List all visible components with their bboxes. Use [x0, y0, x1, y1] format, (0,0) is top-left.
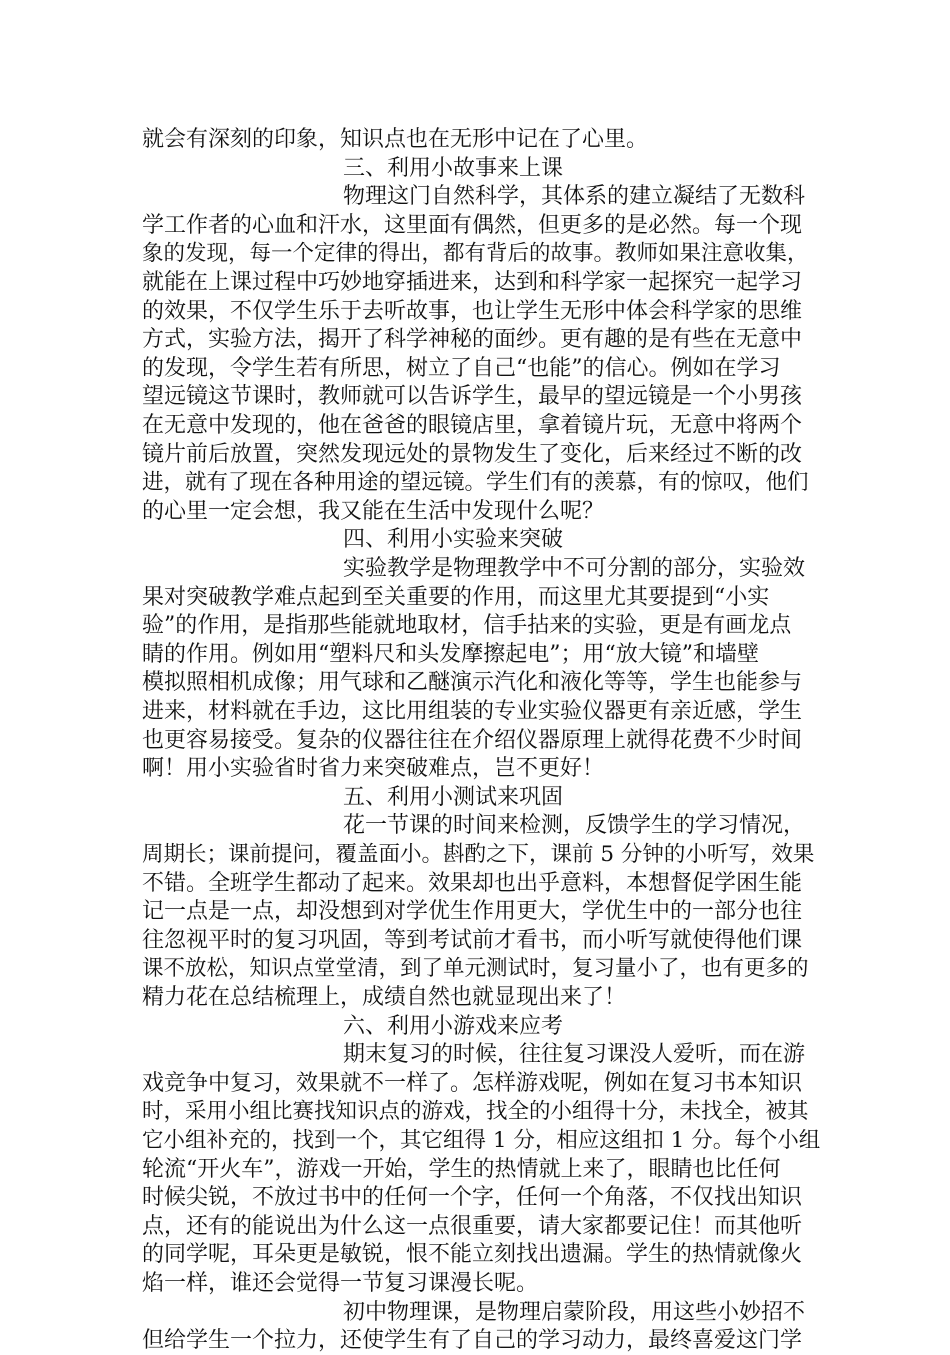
- text-line: 睛的作用。例如用“塑料尺和头发摩擦起电”；用“放大镜”和墙壁: [142, 642, 759, 667]
- text-line: 的效果，不仅学生乐于去听故事，也让学生无形中体会科学家的思维: [142, 299, 803, 324]
- text-line: 在无意中发现的，他在爸爸的眼镜店里，拿着镜片玩，无意中将两个: [142, 413, 803, 438]
- text-line: 周期长；课前提问，覆盖面小。斟酌之下，课前 5 分钟的小听写，效果: [142, 842, 815, 867]
- text-line: 实验教学是物理教学中不可分割的部分，实验效: [343, 556, 806, 581]
- text-line: 不错。全班学生都动了起来。效果却也出乎意料，本想督促学困生能: [142, 871, 803, 896]
- text-line: 望远镜这节课时，教师就可以告诉学生，最早的望远镜是一个小男孩: [142, 384, 803, 409]
- text-line: 学工作者的心血和汗水，这里面有偶然，但更多的是必然。每一个现: [142, 213, 803, 238]
- text-line: 的心里一定会想，我又能在生活中发现什么呢？: [142, 499, 605, 524]
- text-line: 进，就有了现在各种用途的望远镜。学生们有的羡慕，有的惊叹，他们: [142, 470, 809, 495]
- text-line: 进来，材料就在手边，这比用组装的专业实验仪器更有亲近感，学生: [142, 699, 803, 724]
- text-line: 记一点是一点，却没想到对学优生作用更大，学优生中的一部分也往: [142, 899, 803, 924]
- text-line: 物理这门自然科学，其体系的建立凝结了无数科: [343, 184, 806, 209]
- text-line: 花一节课的时间来检测，反馈学生的学习情况，: [343, 813, 806, 838]
- text-line: 课不放松，知识点堂堂清，到了单元测试时，复习量小了，也有更多的: [142, 956, 809, 981]
- text-line: 象的发现，每一个定律的得出，都有背后的故事。教师如果注意收集，: [142, 241, 809, 266]
- text-line: 往忽视平时的复习巩固，等到考试前才看书，而小听写就使得他们课: [142, 928, 803, 953]
- text-line: 时，采用小组比赛找知识点的游戏，找全的小组得十分，未找全，被其: [142, 1099, 809, 1124]
- text-line: 精力花在总结梳理上，成绩自然也就显现出来了！: [142, 985, 627, 1010]
- text-line: 点，还有的能说出为什么这一点很重要，请大家都要记住！而其他听: [142, 1214, 803, 1239]
- text-line: 的发现，令学生若有所思，树立了自己“也能”的信心。例如在学习: [142, 356, 781, 381]
- section-heading: 六、利用小游戏来应考: [343, 1014, 564, 1039]
- text-line: 方式，实验方法，揭开了科学神秘的面纱。更有趣的是有些在无意中: [142, 327, 803, 352]
- text-line: 验”的作用，是指那些能就地取材，信手拈来的实验，更是有画龙点: [142, 613, 792, 638]
- text-line: 戏竞争中复习，效果就不一样了。怎样游戏呢，例如在复习书本知识: [142, 1071, 803, 1096]
- text-line: 镜片前后放置，突然发现远处的景物发生了变化，后来经过不断的改: [142, 442, 803, 467]
- text-line: 时候尖锐，不放过书中的任何一个字，任何一个角落，不仅找出知识: [142, 1185, 803, 1210]
- text-line: 的同学呢，耳朵更是敏锐，恨不能立刻找出遗漏。学生的热情就像火: [142, 1242, 803, 1267]
- text-line: 它小组补充的，找到一个，其它组得 1 分，相应这组扣 1 分。每个小组: [142, 1128, 821, 1153]
- text-line: 果对突破教学难点起到至关重要的作用，而这里尤其要提到“小实: [142, 585, 770, 610]
- text-line: 啊！用小实验省时省力来突破难点，岂不更好！: [142, 756, 605, 781]
- text-line: 但给学生一个拉力，还使学生有了自己的学习动力，最终喜爱这门学: [142, 1328, 803, 1353]
- section-heading: 四、利用小实验来突破: [343, 527, 564, 552]
- text-line: 焰一样，谁还会觉得一节复习课漫长呢。: [142, 1271, 539, 1296]
- text-line: 轮流“开火车”，游戏一开始，学生的热情就上来了，眼睛也比任何: [142, 1157, 781, 1182]
- text-line: 初中物理课，是物理启蒙阶段，用这些小妙招不: [343, 1300, 806, 1325]
- section-heading: 三、利用小故事来上课: [343, 156, 564, 181]
- text-line: 就会有深刻的印象，知识点也在无形中记在了心里。: [142, 127, 649, 152]
- text-line: 也更容易接受。复杂的仪器往往在介绍仪器原理上就得花费不少时间: [142, 728, 803, 753]
- text-line: 就能在上课过程中巧妙地穿插进来，达到和科学家一起探究一起学习: [142, 270, 803, 295]
- text-line: 期末复习的时候，往往复习课没人爱听，而在游: [343, 1042, 806, 1067]
- section-heading: 五、利用小测试来巩固: [343, 785, 564, 810]
- text-line: 模拟照相机成像；用气球和乙醚演示汽化和液化等等，学生也能参与: [142, 670, 803, 695]
